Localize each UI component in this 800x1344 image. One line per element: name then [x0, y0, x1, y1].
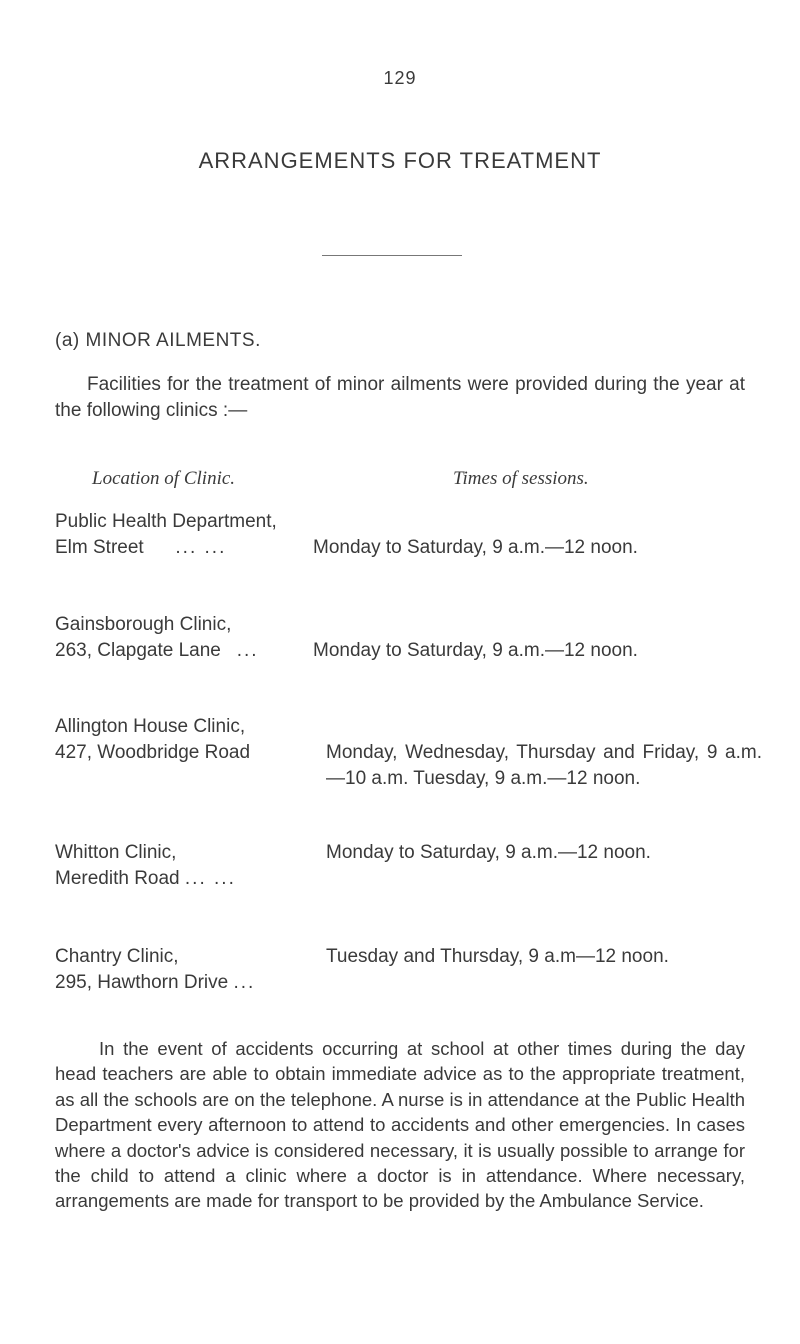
page-number: 129	[383, 68, 417, 88]
clinic-name-line1: Allington House Clinic,	[55, 716, 246, 737]
clinic-location	[55, 840, 320, 892]
clinic-name-line1: Whitton Clinic,	[55, 842, 177, 863]
clinic-name-line2: 427, Woodbridge Road	[55, 742, 251, 763]
clinic-name-line2: 295, Hawthorn Drive	[55, 972, 229, 993]
clinic-name-line2: Meredith Road	[55, 868, 180, 889]
clinic-name-line1: Chantry Clinic,	[55, 946, 179, 967]
clinic-name-line2: Elm Street	[55, 537, 144, 558]
clinic-location	[55, 612, 320, 664]
page-title: ARRANGEMENTS FOR TREATMENT	[198, 148, 602, 173]
clinic-name-line1: Gainsborough Clinic,	[55, 614, 232, 635]
divider-rule	[322, 255, 462, 256]
clinic-location	[55, 944, 320, 996]
clinic-location	[55, 714, 320, 766]
intro-paragraph: Facilities for the treatment of minor ailments were provided during the year at the following clinics :—	[55, 374, 745, 421]
leader-dots: ... ...	[175, 537, 227, 558]
clinic-times: Tuesday and Thursday, 9 a.m—12 noon.	[326, 946, 669, 967]
clinic-times: Monday to Saturday, 9 a.m.—12 noon.	[313, 640, 638, 661]
leader-dots: ...	[233, 972, 256, 993]
leader-dots: ... ...	[184, 868, 236, 889]
clinic-name-line2: 263, Clapgate Lane	[55, 640, 221, 661]
section-heading: (a) MINOR AILMENTS.	[55, 330, 261, 351]
clinic-times: Monday, Wednesday, Thursday and Friday, 9 a.m.—10 a.m. Tuesday, 9 a.m.—12 noon.	[326, 742, 762, 789]
accidents-paragraph: In the event of accidents occurring at school at other times during the day head teachers are able to obtain immediate advice as to the appropriate treatment, as all the schools are on the telephone. A nurse is in attendance at the Public Health Department every afternoon to attend to accidents and other emergencies. In cases where a doctor's advice is considered necessary, it is usually possible to arrange for the child to attend a clinic where a doctor is in attendance. Where necessary, arrangements are made for transport to be provided by the Ambulance Service.	[55, 1038, 745, 1212]
clinic-name-line1: Public Health Department,	[55, 511, 277, 532]
clinic-times: Monday to Saturday, 9 a.m.—12 noon.	[313, 537, 638, 558]
clinic-times: Monday to Saturday, 9 a.m.—12 noon.	[326, 842, 651, 863]
leader-dots: ...	[236, 640, 259, 661]
times-column-header: Times of sessions.	[453, 468, 589, 489]
location-column-header: Location of Clinic.	[92, 468, 236, 489]
